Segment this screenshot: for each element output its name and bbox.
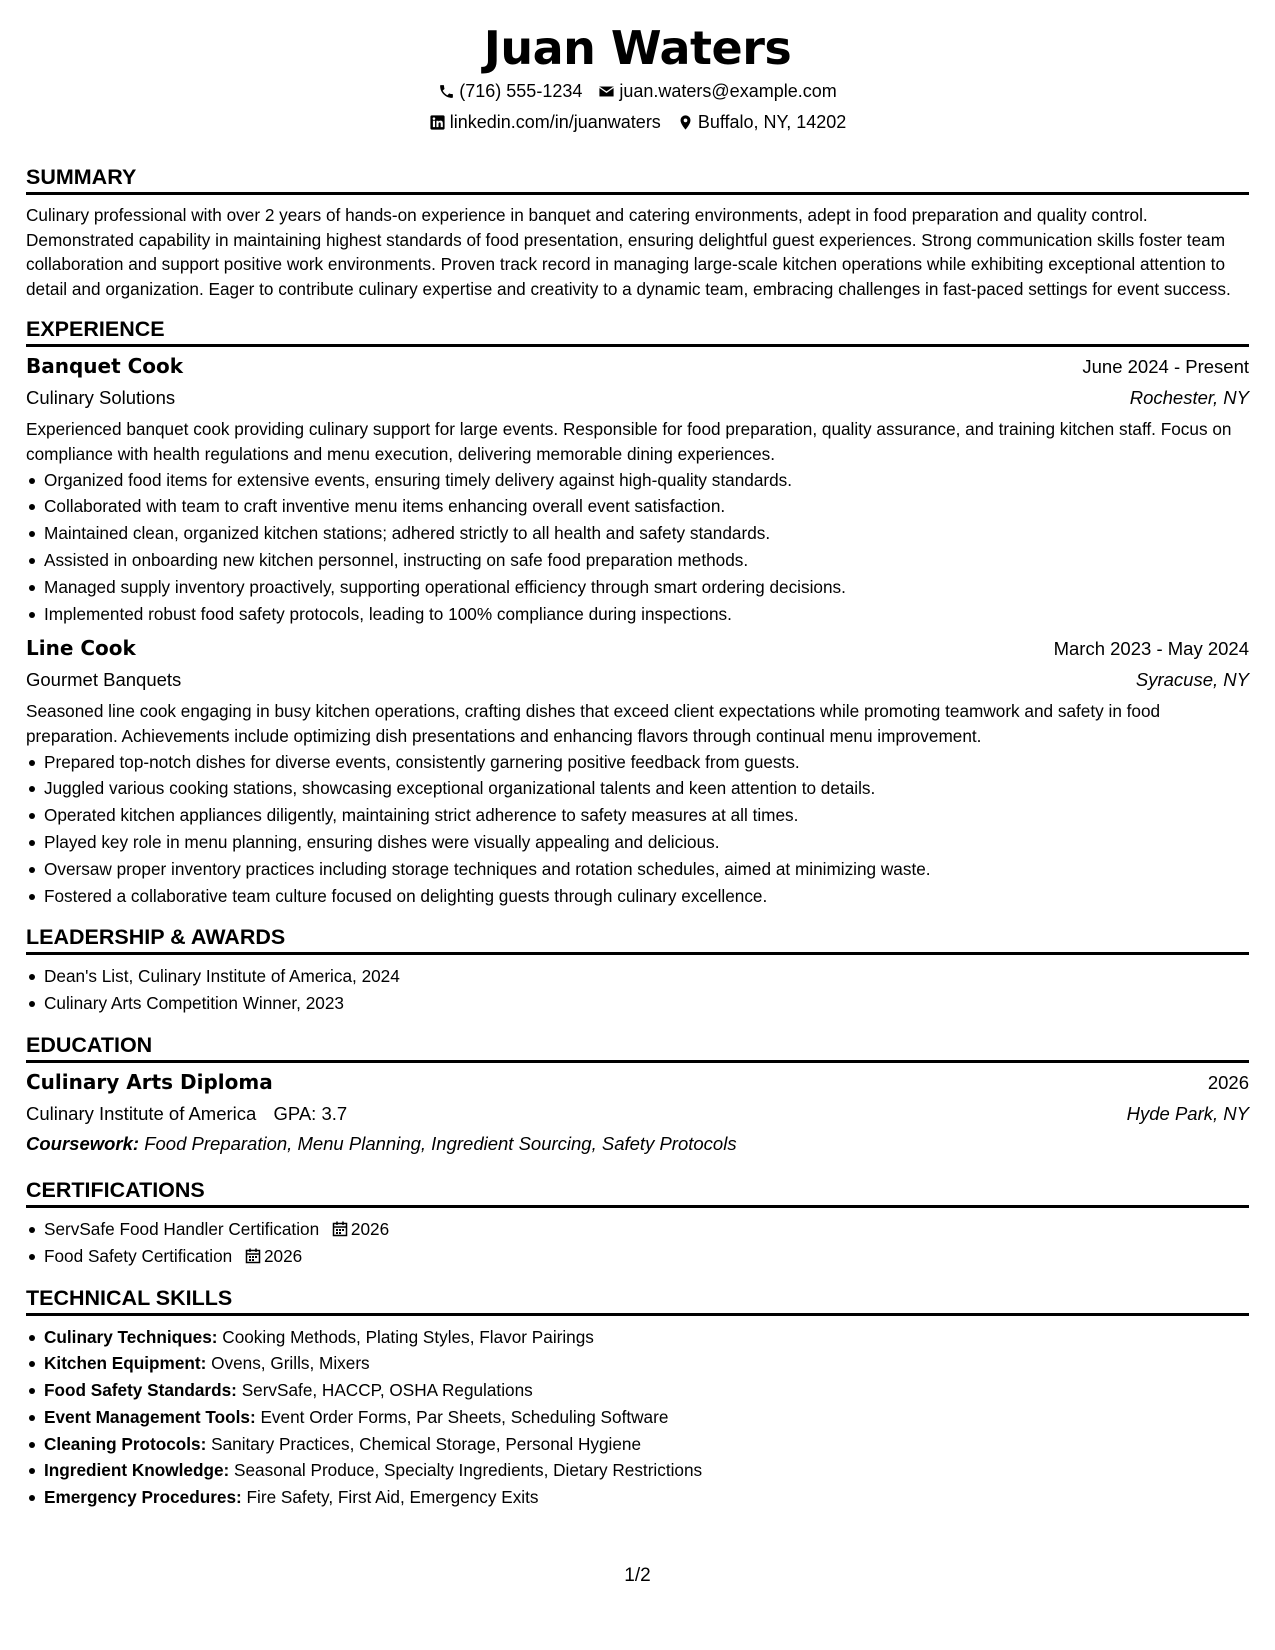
education-section xyxy=(26,1032,1249,1159)
skill-label: Event Management Tools: xyxy=(44,1406,256,1427)
skill-value: Event Order Forms, Par Sheets, Scheduling Software xyxy=(260,1406,669,1427)
contact-linkedin xyxy=(429,107,661,138)
list-item: Collaborated with team to craft inventive menu items enhancing overall event satisfaction. xyxy=(44,493,1249,520)
page-number: 1/2 xyxy=(624,1565,651,1586)
certification-name: Food Safety Certification xyxy=(44,1245,233,1266)
list-item: Assisted in onboarding new kitchen personnel, instructing on safe food preparation methods. xyxy=(44,547,1249,574)
list-item: Oversaw proper inventory practices including storage techniques and rotation schedules, aimed at minimizing waste. xyxy=(44,856,1249,883)
skill-value: ServSafe, HACCP, OSHA Regulations xyxy=(241,1380,533,1401)
contact-phone xyxy=(438,76,582,107)
degree-title: Culinary Arts Diploma xyxy=(26,1069,273,1094)
summary-text: Culinary professional with over 2 years of hands-on experience in banquet and catering environments, adept in food preparation and quality control. Demonstrated capability in maintaining highest standards of food presentation, ensuring delightful guest experiences. Strong communication skills foster team collaboration and support positive work environments. Proven track record in managing large-scale kitchen operations while exhibiting exceptional attention to detail and organization. Eager to contribute culinary expertise and creativity to a dynamic team, embracing challenges in fast-paced settings for event success. xyxy=(26,205,1231,299)
list-item xyxy=(44,1404,1249,1431)
list-item xyxy=(44,1457,1249,1484)
list-item: Fostered a collaborative team culture focused on delighting guests through culinary excellence. xyxy=(44,883,1249,910)
candidate-name: Juan Waters xyxy=(483,21,792,75)
list-item xyxy=(44,1377,1249,1404)
map-pin-icon xyxy=(677,114,694,131)
coursework-text: Food Preparation, Menu Planning, Ingredient Sourcing, Safety Protocols xyxy=(144,1132,737,1154)
coursework-line xyxy=(26,1129,1249,1159)
contact-location xyxy=(677,107,846,138)
calendar-icon xyxy=(332,1221,348,1237)
job-location: Rochester, NY xyxy=(1129,387,1249,409)
list-item: Dean's List, Culinary Institute of America, 2024 xyxy=(44,963,1249,990)
phone-icon xyxy=(438,83,455,100)
skills-section xyxy=(26,1285,1249,1512)
linkedin-icon xyxy=(429,114,446,131)
list-item: Maintained clean, organized kitchen stations; adhered strictly to all health and safety standards. xyxy=(44,520,1249,547)
job-bullets xyxy=(26,467,1249,628)
education-year: 2026 xyxy=(1207,1071,1249,1093)
envelope-icon xyxy=(598,83,615,100)
list-item: Implemented robust food safety protocols, leading to 100% compliance during inspections. xyxy=(44,601,1249,628)
calendar-icon xyxy=(245,1248,261,1264)
list-item xyxy=(44,1484,1249,1511)
list-item xyxy=(44,1243,1249,1270)
location-text: Buffalo, NY, 14202 xyxy=(697,112,847,132)
contact-line-2 xyxy=(26,107,1249,138)
skill-value: Cooking Methods, Plating Styles, Flavor Pairings xyxy=(222,1326,594,1347)
job-dates: March 2023 - May 2024 xyxy=(1053,638,1249,660)
list-item: Organized food items for extensive events, ensuring timely delivery against high-quality standards. xyxy=(44,467,1249,494)
skill-label: Kitchen Equipment: xyxy=(44,1353,207,1374)
awards-list xyxy=(26,963,1249,1017)
skill-value: Fire Safety, First Aid, Emergency Exits xyxy=(246,1487,539,1508)
certification-year: 2026 xyxy=(350,1218,390,1239)
list-item xyxy=(44,1324,1249,1351)
gpa-text: GPA: 3.7 xyxy=(273,1102,348,1124)
job-description: Seasoned line cook engaging in busy kitchen operations, crafting dishes that exceed client expectations while promoting teamwork and safety in food preparation. Achievements include optimizing dish presentations and enhancing flavors through continual menu improvement. xyxy=(26,701,1161,746)
job-company: Culinary Solutions xyxy=(26,387,176,409)
list-item xyxy=(44,1431,1249,1458)
list-item: Played key role in menu planning, ensuring dishes were visually appealing and delicious. xyxy=(44,829,1249,856)
skill-value: Sanitary Practices, Chemical Storage, Personal Hygiene xyxy=(211,1433,642,1454)
education-heading: EDUCATION xyxy=(26,1032,1249,1063)
summary-heading: SUMMARY xyxy=(26,164,1249,195)
job-bullets xyxy=(26,749,1249,910)
job-entry xyxy=(26,633,1249,909)
certification-year: 2026 xyxy=(263,1245,303,1266)
certification-name: ServSafe Food Handler Certification xyxy=(44,1218,320,1239)
school-name: Culinary Institute of America xyxy=(26,1102,257,1124)
job-title: Banquet Cook xyxy=(26,354,184,379)
skill-label: Ingredient Knowledge: xyxy=(44,1460,230,1481)
contact-line-1 xyxy=(26,76,1249,107)
job-company: Gourmet Banquets xyxy=(26,669,182,691)
summary-section xyxy=(26,164,1249,301)
job-description: Experienced banquet cook providing culinary support for large events. Responsible for food preparation, quality assurance, and training kitchen staff. Focus on compliance with health regulations and menu execution, delivering memorable dining experiences. xyxy=(26,419,1232,464)
experience-section xyxy=(26,316,1249,909)
list-item xyxy=(44,1350,1249,1377)
linkedin-link[interactable]: linkedin.com/in/juanwaters xyxy=(449,112,661,132)
phone-text[interactable]: (716) 555-1234 xyxy=(459,81,583,101)
job-entry xyxy=(26,351,1249,627)
skill-value: Ovens, Grills, Mixers xyxy=(211,1353,370,1374)
list-item: Operated kitchen appliances diligently, maintaining strict adherence to safety measures at all times. xyxy=(44,802,1249,829)
job-location: Syracuse, NY xyxy=(1135,669,1249,691)
leadership-section xyxy=(26,924,1249,1017)
skill-label: Emergency Procedures: xyxy=(44,1487,242,1508)
list-item: Prepared top-notch dishes for diverse events, consistently garnering positive feedback from guests. xyxy=(44,749,1249,776)
skill-value: Seasonal Produce, Specialty Ingredients, Dietary Restrictions xyxy=(234,1460,703,1481)
certifications-section xyxy=(26,1177,1249,1270)
coursework-label: Coursework: xyxy=(26,1132,140,1154)
skill-label: Culinary Techniques: xyxy=(44,1326,218,1347)
skill-label: Cleaning Protocols: xyxy=(44,1433,207,1454)
leadership-heading: LEADERSHIP & AWARDS xyxy=(26,924,1249,955)
job-dates: June 2024 - Present xyxy=(1082,356,1249,378)
list-item: Managed supply inventory proactively, supporting operational efficiency through smart ordering decisions. xyxy=(44,574,1249,601)
skills-heading: TECHNICAL SKILLS xyxy=(26,1285,1249,1316)
skill-label: Food Safety Standards: xyxy=(44,1380,237,1401)
resume-page xyxy=(26,20,1249,1511)
certifications-heading: CERTIFICATIONS xyxy=(26,1177,1249,1208)
job-title: Line Cook xyxy=(26,636,136,661)
list-item: Juggled various cooking stations, showcasing exceptional organizational talents and keen attention to details. xyxy=(44,775,1249,802)
skills-list xyxy=(26,1324,1249,1512)
email-link[interactable]: juan.waters@example.com xyxy=(619,81,837,101)
school-location: Hyde Park, NY xyxy=(1126,1102,1249,1124)
list-item xyxy=(44,1216,1249,1243)
list-item: Culinary Arts Competition Winner, 2023 xyxy=(44,990,1249,1017)
contact-email xyxy=(598,76,836,107)
certifications-list xyxy=(26,1216,1249,1270)
experience-heading: EXPERIENCE xyxy=(26,316,1249,347)
